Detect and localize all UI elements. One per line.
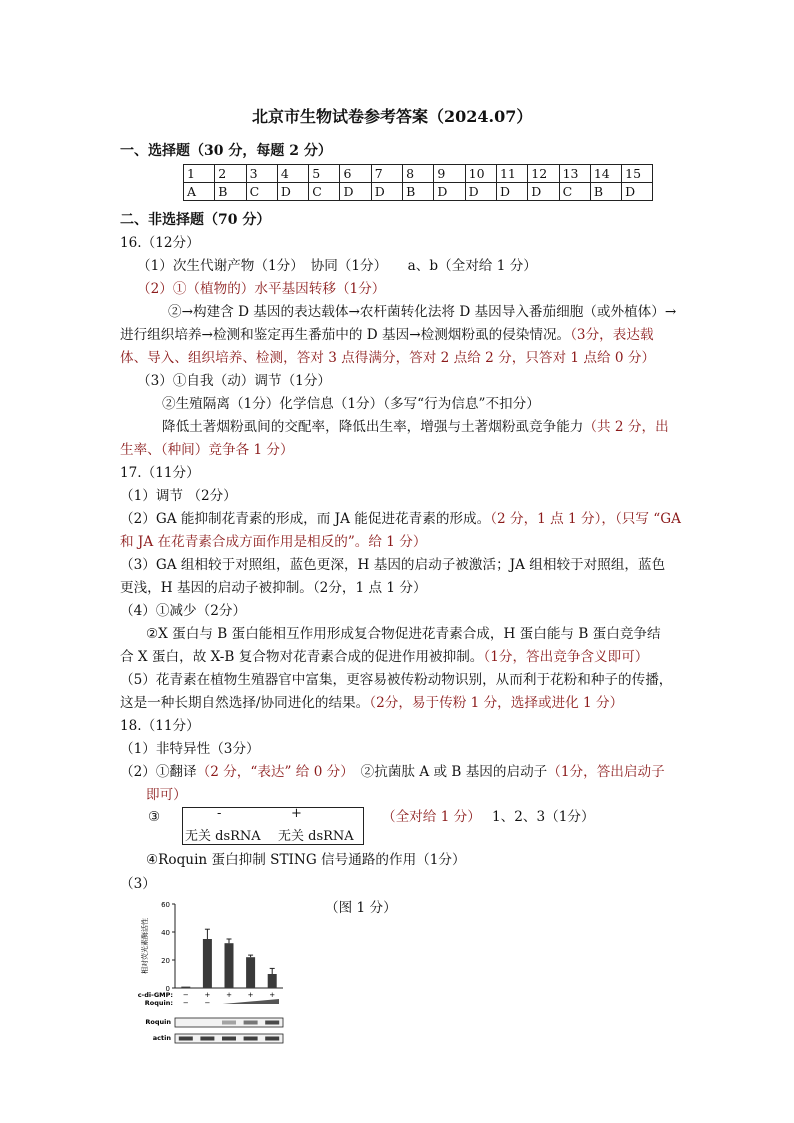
section1-heading: 一、选择题（30 分，每题 2 分） [120,143,332,159]
q17-part2b: 和 JA 在花青素合成方面作用是相反的”。给 1 分） [120,534,427,550]
q16-part2c: 进行组织培养→检测和鉴定再生番茄中的 D 基因→检测烟粉虱的侵染情况。（3分，表达载 [120,327,654,343]
blot-band [179,1037,193,1041]
bar [203,939,212,988]
bar [246,957,255,988]
answer-cell: C [246,183,277,201]
question-number: 12 [528,165,559,183]
q16-part1: （1）次生代谢产物（1分） 协同（1分） a、b（全对给 1 分） [137,258,537,274]
q18-part2c-number: ③ [148,809,161,825]
answer-cell: D [277,183,308,201]
q17-heading: 17.（11分） [120,465,200,481]
q17-part5b: 这是一种长期自然选择/协同进化的结果。（2分，易于传粉 1 分，选择或进化 1 分） [120,695,624,711]
q16-part2b: ②→构建含 D 基因的表达载体→农杆菌转化法将 D 基因导入番茄细胞（或外植体）→ [168,304,677,320]
condition-label: c-di-GMP: [137,991,173,999]
question-number: 11 [496,165,527,183]
answer-cell: D [496,183,527,201]
answer-cell: B [403,183,434,201]
dsrna-answer-box [182,807,364,845]
q18-part2d: ④Roquin 蛋白抑制 STING 信号通路的作用（1分） [146,852,466,868]
blot-label: Roquin [145,1018,171,1026]
question-number: 15 [622,165,653,183]
q18-part1: （1）非特异性（3分） [120,741,260,757]
page-title: 北京市生物试卷参考答案（2024.07） [252,107,533,126]
answer-table [183,164,653,201]
q16-part3c: 降低土著烟粉虱间的交配率，降低出生率，增强与土著烟粉虱竞争能力（共 2 分，出 [162,419,669,435]
q16-part3b: ②生殖隔离（1分）化学信息（1分）（多写“行为信息”不扣分） [162,396,540,412]
q16-part2d: 体、导入、组织培养、检测，答对 3 点得满分，答对 2 点给 2 分，只答对 1 点给 0 分） [120,350,656,366]
answer-cell: B [215,183,246,201]
answer-table-answers [184,183,653,201]
figure-note: （图 1 分） [325,900,397,916]
blot-band [244,1021,258,1025]
dsrna-label-left: 无关 dsRNA [185,829,261,844]
plus-sign: + [291,806,302,821]
bar [268,974,277,988]
answer-cell: D [465,183,496,201]
y-axis-label: 相对荧光素酶活性 [141,918,149,974]
answer-cell: C [309,183,340,201]
q18-part3: （3） [120,876,156,892]
q17-part5a: （5）花青素在植物生殖器官中富集，更容易被传粉动物识别，从而利于花粉和种子的传播， [120,672,673,688]
question-number: 4 [277,165,308,183]
condition-mark: + [247,991,254,999]
q16-part3d: 生率、（种间）竞争各 1 分） [120,442,294,458]
roquin-gradient [223,999,279,1004]
question-number: 7 [371,165,402,183]
question-number: 3 [246,165,277,183]
blot-band [265,1037,279,1041]
luciferase-figure [135,898,295,1048]
condition-mark: + [269,991,276,999]
q17-part3a: （3）GA 组相较于对照组，蓝色更深，H 基因的启动子被激活；JA 组相较于对照组，蓝色 [120,557,666,573]
q18-part2c-tail: （全对给 1 分） 1、2、3（1分） [382,809,595,825]
blot-band [222,1021,236,1025]
answer-cell: B [590,183,621,201]
bar [181,987,190,988]
answer-cell: D [528,183,559,201]
answer-cell: D [434,183,465,201]
question-number: 1 [184,165,215,183]
blot-band [244,1037,258,1041]
section2-heading: 二、非选择题（70 分） [120,212,271,228]
q17-part4a: （4）①减少（2分） [120,603,247,619]
answer-cell: A [184,183,215,201]
q17-part4c: 合 X 蛋白，故 X-B 复合物对花青素合成的促进作用被抑制。（1分，答出竞争含义即可） [120,649,649,665]
question-number: 13 [559,165,590,183]
question-number: 14 [590,165,621,183]
question-number: 8 [403,165,434,183]
condition-mark: + [226,991,232,999]
q16-part3a: （3）①自我（动）调节（1分） [137,373,332,389]
dsrna-label-right: 无关 dsRNA [278,829,354,844]
answer-cell: D [622,183,653,201]
answer-cell: D [371,183,402,201]
y-tick-label: 60 [161,901,170,909]
condition-label: Roquin: [144,999,173,1007]
q17-part1: （1）调节 （2分） [120,488,237,504]
blot-band [222,1037,236,1041]
question-number: 10 [465,165,496,183]
condition-mark: − [182,991,189,999]
q17-part4b: ②X 蛋白与 B 蛋白能相互作用形成复合物促进花青素合成，H 蛋白能与 B 蛋白竞争结 [146,626,661,642]
question-number: 6 [340,165,371,183]
q16-heading: 16.（12分） [120,235,200,251]
q18-heading: 18.（11分） [120,718,200,734]
question-number: 9 [434,165,465,183]
q17-part3b: 更浅，H 基因的启动子被抑制。（2分，1 点 1 分） [120,580,427,596]
q18-part2a: （2）①翻译（2 分，“表达” 给 0 分） ②抗菌肽 A 或 B 基因的启动子（1分，答出启动子 [120,764,665,780]
blot-band [200,1037,214,1041]
blot-label: actin [152,1034,171,1042]
condition-mark: + [204,991,211,999]
condition-mark: − [182,999,189,1007]
question-number: 2 [215,165,246,183]
q18-part2b: 即可） [146,787,187,803]
bar [225,943,234,988]
y-tick-label: 40 [161,929,170,937]
y-tick-label: 20 [161,957,170,965]
condition-mark: − [204,999,211,1007]
question-number: 5 [309,165,340,183]
answer-cell: C [559,183,590,201]
answer-cell: D [340,183,371,201]
answer-table-numbers [184,165,653,183]
minus-sign: - [217,806,222,821]
blot-band [265,1021,279,1025]
y-tick-label: 0 [165,985,170,993]
q17-part2: （2）GA 能抑制花青素的形成，而 JA 能促进花青素的形成。（2 分，1 点 1 分），（只写 “GA [120,511,681,527]
q16-part2a: （2）①（植物的）水平基因转移（1分） [137,281,386,297]
